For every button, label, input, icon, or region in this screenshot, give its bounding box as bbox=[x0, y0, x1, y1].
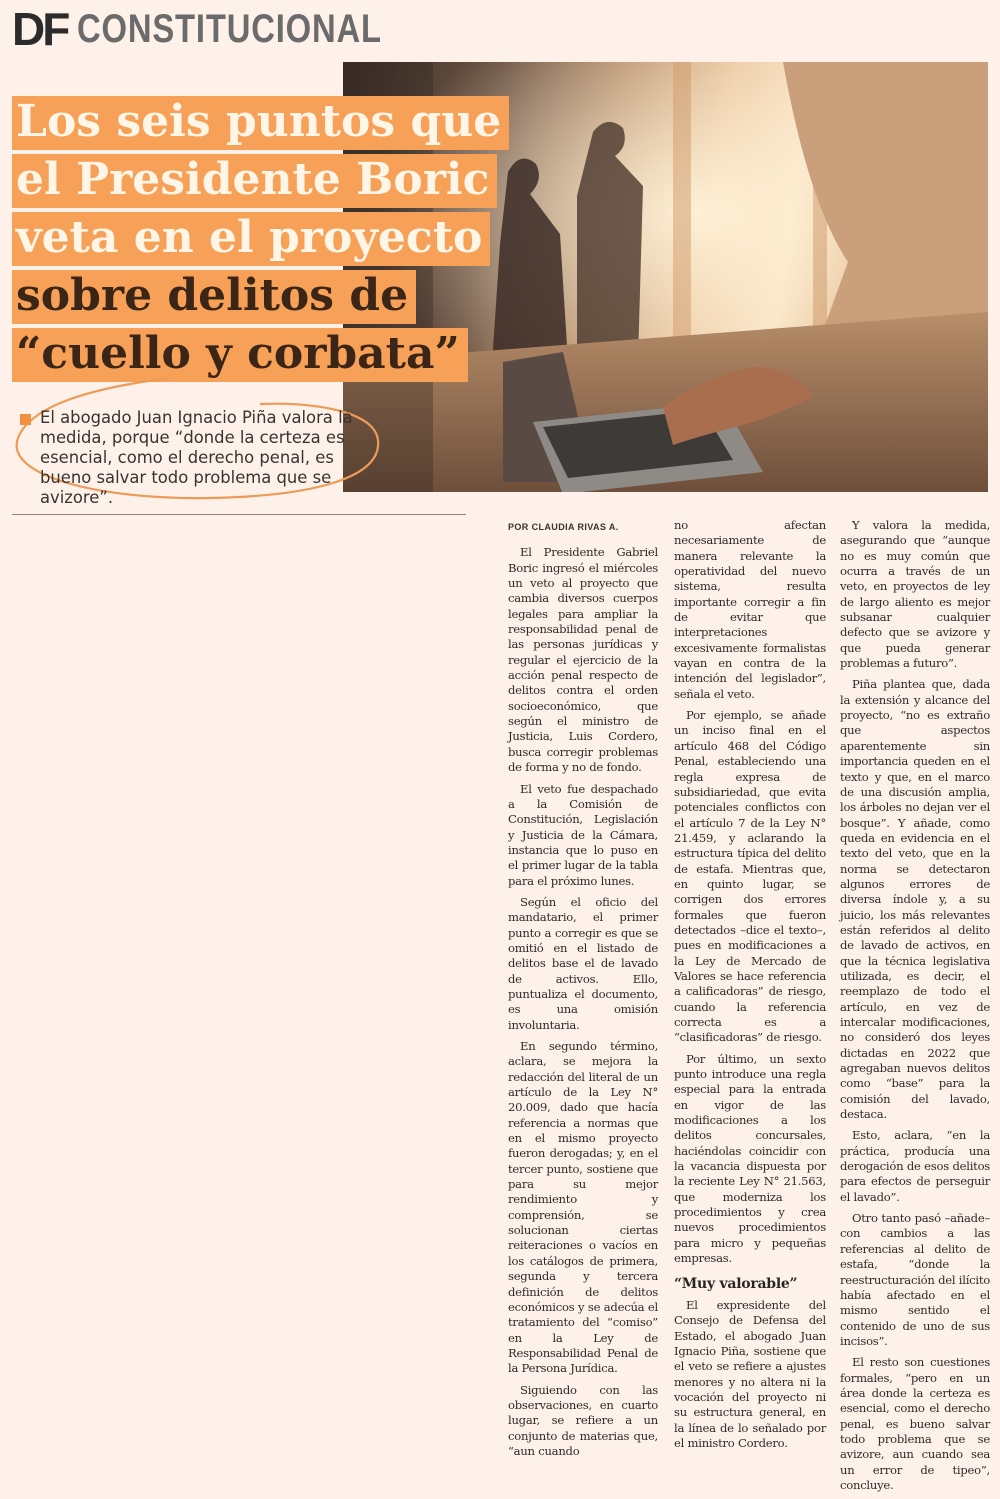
paragraph: El resto son cuestiones formales, “pero en un área donde la certeza es esencial, como el derecho penal, es bueno salvar todo problema que se avizore, aun cuando sea un error de tipeo”, concluye. bbox=[840, 1355, 990, 1492]
headline-line-2: el Presidente Boric bbox=[12, 154, 497, 208]
paragraph: Otro tanto pasó –añade– con cambios a las referencias al delito de estafa, “donde la reestructuración del ilícito había afectado en el mismo sentido el contenido de uno de sus incisos”. bbox=[840, 1211, 990, 1348]
paragraph: Por último, un sexto punto introduce una regla especial para la entrada en vigor de las modificaciones a los delitos concursales, haciéndolas coincidir con la vacancia dispuesta por la reciente Ley N° 21.563, que moderniza los procedimientos y crea nuevos procedimientos para micro y pequeñas empresas. bbox=[674, 1051, 826, 1266]
masthead bbox=[12, 4, 449, 54]
section-name: CONSTITUCIONAL bbox=[77, 6, 383, 51]
paragraph: no afectan necesariamente de manera relevante la operatividad del nuevo sistema, resulta importante corregir a fin de evitar que interpretaciones excesivamente formalistas vayan en contra de la intención del legislador”, señala el veto. bbox=[674, 518, 826, 701]
divider-rule bbox=[12, 514, 466, 515]
headline-line-3: veta en el proyecto bbox=[12, 212, 490, 266]
paragraph: En segundo término, aclara, se mejora la redacción del literal de un artículo de la Ley N° 20.009, dado que hacía referencia a normas que en el mismo proyecto fueron derogadas; y, en el tercer punto, sostiene que para su mejor rendimiento y comprensión, se solucionan ciertas reiteraciones o vacíos en los catálogos de primera, segunda y tercera definición de delitos económicos y se adecúa el tratamiento del “comiso” en la Ley de Responsabilidad Penal de la Persona Jurídica. bbox=[508, 1039, 658, 1376]
paragraph: Por ejemplo, se añade un inciso final en el artículo 468 del Código Penal, estableciendo una regla expresa de subsidiariedad, que evita potenciales conflictos con el artículo 7 de la Ley N° 21.459, y aclarando la estructura típica del delito de estafa. Mientras que, en quinto lugar, se corrigen dos errores formales que fueron detectados –dice el texto–, pues en modificaciones a la Ley de Mercado de Valores se hace referencia a calificadoras” de riesgo, cuando la referencia correcta es a “clasificadoras” de riesgo. bbox=[674, 708, 826, 1045]
paragraph: Y valora la medida, asegurando que “aunque no es muy común que ocurra a través de un veto, en proyectos de ley de largo aliento es mejor subsanar cualquier defecto que se avizore y que pueda generar problemas a futuro”. bbox=[840, 518, 990, 671]
headline-line-5: “cuello y corbata” bbox=[12, 328, 468, 382]
paragraph: Siguiendo con las observaciones, en cuarto lugar, se refiere a un conjunto de materias que, “aun cuando bbox=[508, 1382, 658, 1458]
bullet-square-icon bbox=[20, 414, 31, 425]
headline-line-4: sobre delitos de bbox=[12, 270, 416, 324]
article-column-1 bbox=[508, 518, 658, 1465]
article-column-3 bbox=[840, 518, 990, 1499]
paragraph: Según el oficio del mandatario, el primer punto a corregir es que se omitió en el listado de delitos base el de lavado de activos. Ello, puntualiza el documento, es una omisión involuntaria. bbox=[508, 894, 658, 1032]
deck-summary bbox=[20, 408, 368, 508]
headline-line-1: Los seis puntos que bbox=[12, 96, 509, 150]
headline bbox=[12, 96, 532, 386]
subhead: “Muy valorable” bbox=[674, 1275, 798, 1292]
byline: POR CLAUDIA RIVAS A. bbox=[508, 522, 619, 532]
paragraph: El expresidente del Consejo de Defensa del Estado, el abogado Juan Ignacio Piña, sostiene que el veto se refiere a ajustes menores y no altera ni la vocación del proyecto ni su estructura general, en la línea de lo señalado por el ministro Cordero. bbox=[674, 1297, 826, 1450]
paragraph: Esto, aclara, “en la práctica, producía una derogación de esos delitos para efectos de perseguir el lavado”. bbox=[840, 1128, 990, 1204]
paragraph: Piña plantea que, dada la extensión y alcance del proyecto, “no es extraño que aspectos aparentemente sin importancia queden en el texto y que, en el marco de una discusión amplia, los árboles no dejan ver el bosque”. Y añade, como queda en evidencia en el texto del veto, que en la norma se detectaron algunos errores de diversa índole y, a su juicio, los más relevantes están referidos al delito de lavado de activos, en que la técnica legislativa utilizada, es decir, el reemplazo de todo el artículo, en vez de intercalar modificaciones, no consideró dos leyes dictadas en 2022 que agregaban nuevos delitos como “base” para la comisión del lavado, destaca. bbox=[840, 677, 990, 1122]
paragraph: El Presidente Gabriel Boric ingresó el miércoles un veto al proyecto que cambia diversos cuerpos legales para ampliar la responsabilidad penal de las personas jurídicas y regular el ejercicio de la acción penal respecto de delitos contra el orden socioeconómico, que según el ministro de Justicia, Luis Cordero, busca corregir problemas de forma y no de fondo. bbox=[508, 545, 658, 775]
deck-text: El abogado Juan Ignacio Piña valora la medida, porque “donde la certeza es esencial, como el derecho penal, es bueno salvar todo problema que se avizore”. bbox=[40, 408, 353, 507]
article-column-2 bbox=[674, 518, 826, 1457]
paragraph: El veto fue despachado a la Comisión de Constitución, Legislación y Justicia de la Cámara, instancia que lo puso en el primer lugar de la tabla para el próximo lunes. bbox=[508, 781, 658, 888]
df-logo: DF bbox=[12, 3, 68, 55]
